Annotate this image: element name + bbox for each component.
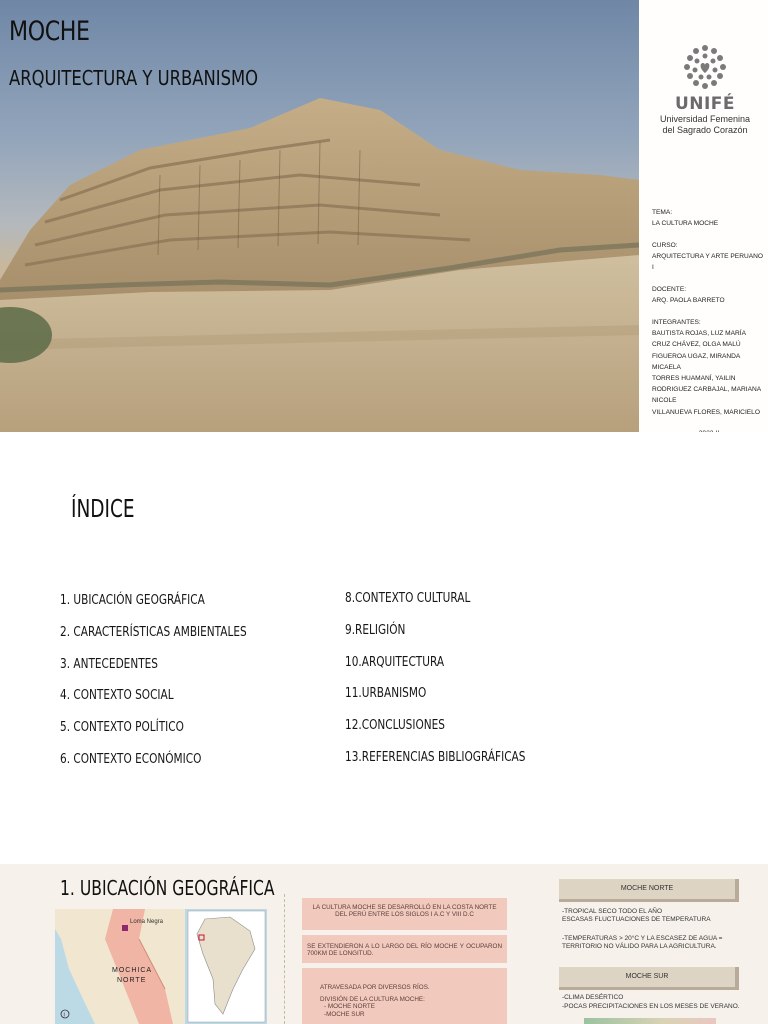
norte-line: ESCASAS FLUCTUACIONES DE TEMPERATURA (562, 916, 711, 924)
info-curso (652, 240, 766, 274)
toc-item[interactable]: 13.REFERENCIAS BIBLIOGRÁFICAS (345, 748, 526, 765)
cover-slide (0, 0, 768, 432)
divider-line (284, 894, 285, 1024)
logo-line-2: del Sagrado Corazón (662, 125, 748, 135)
info-label: TEMA: (652, 209, 673, 216)
info-value: ARQ. PAOLA BARRETO (652, 297, 725, 305)
cover-subtitle: ARQUITECTURA Y URBANISMO (9, 66, 259, 90)
member-name: FIGUEROA UGAZ, MIRANDA MICAELA (652, 352, 740, 371)
toc-item[interactable]: 5. CONTEXTO POLÍTICO (60, 719, 184, 736)
norte-line: -TEMPERATURAS > 20°C Y LA ESCASEZ DE AGUA = (562, 935, 723, 942)
map-place-label: Loma Negra (130, 919, 164, 925)
index-right-column (345, 590, 576, 781)
norte-line: -TROPICAL SECO TODO EL AÑO (562, 908, 663, 915)
toc-item[interactable]: 12.CONCLUSIONES (345, 717, 445, 734)
info-box-2: SE EXTENDIERON A LO LARGO DEL RÍO MOCHE Y OCUPARON 700KM DE LONGITUD. (302, 935, 507, 963)
ubicacion-slide (0, 864, 768, 1024)
moche-norte-label: MOCHE NORTE (559, 879, 739, 902)
norte-text-1 (562, 908, 752, 925)
info-label: INTEGRANTES: (652, 318, 701, 326)
member-name: BAUTISTA ROJAS, LUZ MARÍA (652, 330, 747, 338)
svg-text:i: i (63, 1012, 65, 1019)
peru-map (55, 909, 267, 1024)
norte-text-2 (562, 935, 752, 952)
toc-item[interactable]: 11.URBANISMO (345, 685, 427, 702)
ubicacion-title: 1. UBICACIÓN GEOGRÁFICA (60, 876, 275, 900)
info-box-1: LA CULTURA MOCHE SE DESARROLLÓ EN LA COSTA NORTE DEL PERÚ ENTRE LOS SIGLOS I A.C Y VIII D.C (302, 898, 507, 930)
norte-line: TERRITORIO NO VÁLIDO PARA LA AGRICULTURA. (562, 943, 717, 951)
toc-item[interactable]: 1. UBICACIÓN GEOGRÁFICA (60, 592, 205, 608)
box3-line: ATRAVESADA POR DIVERSOS RÍOS. (320, 984, 430, 991)
member-name: VILLANUEVA FLORES, MARICIELO (652, 408, 760, 416)
info-tema (652, 207, 766, 229)
info-value: ARQUITECTURA Y ARTE PERUANO I (652, 253, 764, 272)
info-docente (652, 284, 766, 306)
map-region-label-2: NORTE (117, 977, 147, 984)
toc-item[interactable]: 9.RELIGIÓN (345, 621, 406, 638)
logo-line-1: Universidad Femenina (659, 114, 751, 124)
toc-item[interactable]: 8.CONTEXTO CULTURAL (345, 590, 471, 606)
index-left-column (60, 592, 299, 783)
toc-item[interactable]: 6. CONTEXTO ECONÓMICO (60, 750, 202, 767)
map-region-label-1: MOCHICA (112, 967, 153, 974)
toc-item[interactable]: 2. CARACTERÍSTICAS AMBIENTALES (60, 623, 247, 640)
box3-line: - MOCHE NORTE (324, 1003, 375, 1011)
info-label: DOCENTE: (652, 286, 687, 294)
info-integrantes (652, 317, 766, 418)
box3-line: DIVISIÓN DE LA CULTURA MOCHE: (320, 996, 425, 1004)
sur-line: -POCAS PRECIPITACIONES EN LOS MESES DE VERANO. (562, 1003, 740, 1010)
cover-info (652, 207, 766, 439)
sur-line: -CLIMA DESÉRTICO (562, 994, 624, 1001)
info-box-3 (302, 968, 507, 1024)
member-name: CRUZ CHÁVEZ, OLGA MALÚ (652, 341, 741, 349)
member-name: NICOLE (652, 397, 677, 405)
box3-line: -MOCHE SUR (324, 1010, 365, 1018)
toc-item[interactable]: 10.ARQUITECTURA (345, 653, 445, 670)
member-name: RODRIGUEZ CARBAJAL, MARIANA (652, 386, 762, 394)
huaca-illustration (0, 0, 639, 432)
index-slide (0, 432, 768, 864)
logo-name: UNIFÉ (674, 94, 736, 114)
index-title: ÍNDICE (71, 494, 135, 523)
huaca-photo (0, 0, 639, 432)
toc-item[interactable]: 4. CONTEXTO SOCIAL (60, 687, 174, 704)
toc-item[interactable]: 3. ANTECEDENTES (60, 655, 158, 672)
moche-sur-label: MOCHE SUR (559, 967, 739, 990)
climate-map-thumbnail (584, 1018, 716, 1024)
member-name: TORRES HUAMANÍ, YAILIN (652, 374, 736, 382)
info-label: CURSO: (652, 241, 678, 249)
unife-logo (655, 42, 755, 136)
unife-emblem-icon (680, 42, 730, 92)
info-value: LA CULTURA MOCHE (652, 220, 719, 228)
cover-title: MOCHE (9, 16, 90, 47)
